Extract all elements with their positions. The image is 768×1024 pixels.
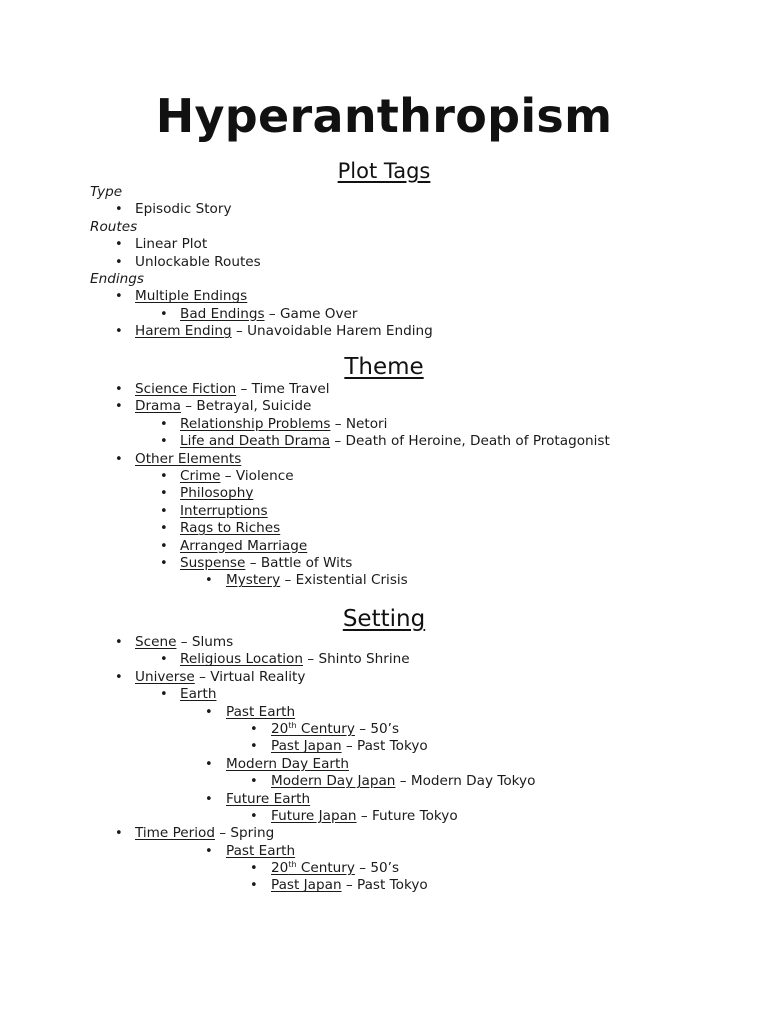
bullet-icon: • — [250, 721, 258, 737]
bullet-icon: • — [115, 202, 123, 218]
list-item — [0, 686, 768, 703]
list-item: • Past Japan – Past Tokyo — [250, 877, 428, 894]
bullet-icon: • — [115, 382, 123, 397]
bullet-icon: • — [250, 878, 258, 894]
list-item — [0, 503, 768, 520]
bullet-icon: • — [115, 635, 123, 650]
list-item: • 20th Century – 50’s — [250, 860, 400, 877]
tag-link[interactable]: Past Japan — [271, 738, 342, 755]
bullet-icon: • — [160, 687, 168, 703]
tag-link[interactable]: Drama — [135, 398, 181, 415]
tag-link[interactable]: Interruptions — [180, 502, 268, 519]
bullet-icon: • — [160, 468, 168, 484]
bullet-icon: • — [115, 254, 123, 270]
document-title: Hyperanthropism — [155, 89, 613, 143]
theme-list — [0, 381, 768, 590]
list-item: • Science Fiction – Time Travel — [115, 381, 330, 397]
list-item: • Episodic Story — [115, 201, 232, 218]
bullet-icon: • — [115, 289, 123, 305]
bullet-icon: • — [160, 486, 168, 502]
tag-link[interactable]: Past Earth — [226, 703, 296, 720]
list-item: • Suspense – Battle of Wits — [160, 554, 353, 571]
list-item — [0, 843, 768, 860]
tag-link[interactable]: Earth — [180, 686, 217, 703]
bullet-icon: • — [250, 861, 258, 877]
endings-label: Endings — [90, 270, 144, 287]
bullet-icon: • — [115, 826, 123, 842]
tag-link[interactable]: Religious Location — [180, 651, 303, 668]
bullet-icon: • — [115, 237, 123, 253]
plot-tags-list — [0, 184, 768, 341]
tag-link[interactable]: Crime — [180, 467, 221, 484]
list-item — [0, 756, 768, 773]
list-item: • Scene – Slums — [115, 634, 234, 650]
bullet-icon: • — [115, 399, 123, 415]
list-item: • Life and Death Drama – Death of Heroine, Death of Protagonist — [160, 433, 610, 450]
tag-link[interactable]: Rags to Riches — [180, 520, 281, 537]
bullet-icon: • — [250, 808, 258, 824]
tag-link[interactable]: Bad Endings — [180, 305, 265, 322]
tag-link[interactable]: Scene — [135, 634, 177, 650]
list-item: • Universe – Virtual Reality — [115, 668, 306, 685]
list-item: • Drama – Betrayal, Suicide — [115, 398, 312, 415]
tag-link[interactable]: Multiple Endings — [135, 288, 248, 305]
bullet-icon: • — [250, 774, 258, 790]
bullet-icon: • — [205, 573, 213, 589]
bullet-icon: • — [160, 652, 168, 668]
bullet-icon: • — [160, 521, 168, 537]
setting-heading: Setting — [342, 606, 426, 632]
setting-list — [0, 634, 768, 895]
tag-link[interactable]: Arranged Marriage — [180, 537, 308, 554]
bullet-icon: • — [160, 434, 168, 450]
bullet-icon: • — [205, 704, 213, 720]
bullet-icon: • — [205, 791, 213, 807]
list-item — [0, 485, 768, 502]
list-item — [0, 538, 768, 555]
list-item: • Linear Plot — [115, 236, 208, 253]
tag-link[interactable]: Harem Ending — [135, 323, 232, 340]
list-item — [0, 288, 768, 305]
plot-tags-heading: Plot Tags — [337, 159, 431, 183]
bullet-icon: • — [205, 756, 213, 772]
bullet-icon: • — [250, 739, 258, 755]
routes-label: Routes — [90, 218, 138, 235]
bullet-icon: • — [160, 306, 168, 322]
tag-link[interactable]: Relationship Problems — [180, 415, 331, 432]
tag-link[interactable]: Philosophy — [180, 485, 254, 502]
bullet-icon: • — [205, 843, 213, 859]
bullet-icon: • — [160, 503, 168, 519]
list-item — [0, 704, 768, 721]
list-item: • 20th Century – 50’s — [250, 720, 400, 737]
bullet-icon: • — [115, 324, 123, 340]
list-item — [0, 451, 768, 468]
list-item: • Relationship Problems – Netori — [160, 415, 388, 432]
tag-link[interactable]: 20th Century — [271, 860, 355, 877]
list-item: • Time Period – Spring — [115, 825, 275, 842]
list-item: • Bad Endings – Game Over — [160, 305, 358, 322]
list-item — [0, 791, 768, 808]
list-item: • Religious Location – Shinto Shrine — [160, 651, 410, 668]
list-item: • Harem Ending – Unavoidable Harem Ending — [115, 323, 433, 340]
tag-link[interactable]: Suspense — [180, 554, 246, 571]
list-item: • Modern Day Japan – Modern Day Tokyo — [250, 773, 536, 790]
tag-link[interactable]: Past Japan — [271, 877, 342, 894]
list-item: • Mystery – Existential Crisis — [205, 572, 408, 589]
bullet-icon: • — [160, 416, 168, 432]
bullet-icon: • — [160, 538, 168, 554]
theme-heading: Theme — [344, 354, 424, 380]
list-item: • Crime – Violence — [160, 467, 294, 484]
bullet-icon: • — [115, 669, 123, 685]
bullet-icon: • — [115, 451, 123, 467]
tag-link[interactable]: Time Period — [135, 825, 215, 842]
tag-link[interactable]: Mystery — [226, 572, 281, 589]
tag-link[interactable]: Modern Day Japan — [271, 773, 396, 790]
list-item: • Future Japan – Future Tokyo — [250, 807, 458, 824]
bullet-icon: • — [160, 555, 168, 571]
type-label: Type — [90, 184, 123, 200]
tag-link[interactable]: Future Japan — [271, 807, 357, 824]
tag-link[interactable]: 20th Century — [271, 720, 355, 737]
list-item: • Past Japan – Past Tokyo — [250, 738, 428, 755]
tag-link[interactable]: Past Earth — [226, 842, 296, 859]
list-item: • Unlockable Routes — [115, 253, 261, 270]
tag-link[interactable]: Other Elements — [135, 450, 242, 467]
tag-link[interactable]: Universe — [135, 668, 195, 685]
list-item — [0, 520, 768, 537]
tag-link[interactable]: Science Fiction — [135, 381, 237, 397]
tag-link[interactable]: Modern Day Earth — [226, 755, 349, 772]
tag-link[interactable]: Life and Death Drama — [180, 433, 331, 450]
tag-link[interactable]: Future Earth — [226, 790, 311, 807]
